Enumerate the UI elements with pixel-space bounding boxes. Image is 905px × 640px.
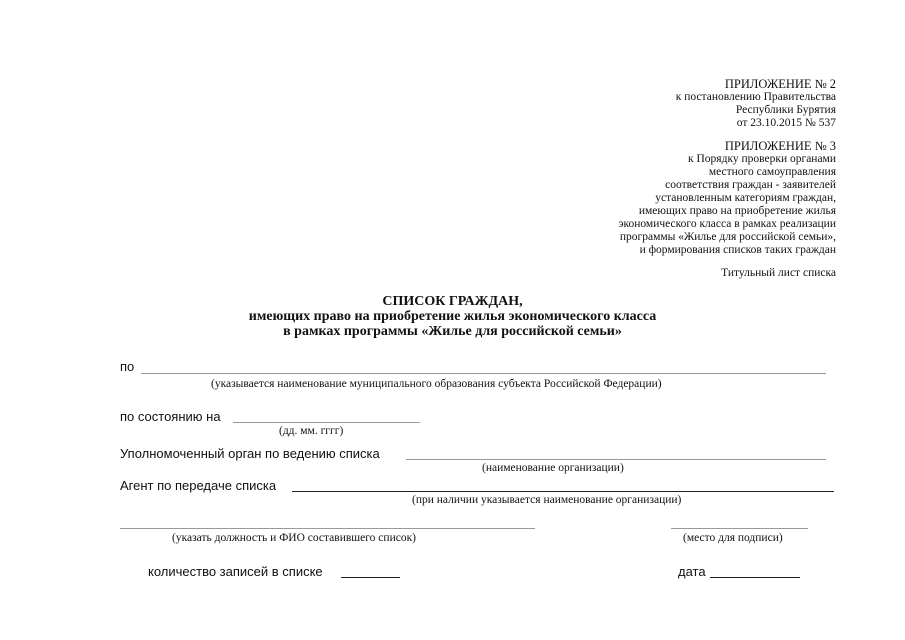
appendix-3-block [619,139,836,257]
po-field-line[interactable] [141,373,826,374]
signature-caption: (место для подписи) [683,532,783,544]
appendix-2-line: Республики Бурятия [735,104,836,116]
appendix-3-line: и формирования списков таких граждан [639,244,836,256]
appendix-3-line: к Порядку проверки органами [688,153,836,165]
agent-label: Агент по передаче списка [120,478,277,493]
footer-date-field-line[interactable] [710,577,800,578]
po-caption: (указывается наименование муниципального образования субъекта Российской Федерации) [211,378,662,390]
agent-caption: (при наличии указывается наименование организации) [412,494,682,506]
date-as-of-caption: (дд. мм. гггг) [279,425,344,437]
title-line-1: СПИСОК ГРАЖДАН, [382,294,523,309]
appendix-3-line: соответствия граждан - заявителей [665,179,836,191]
appendix-3-line: программы «Жилье для российской семьи», [619,231,836,243]
authority-label: Уполномоченный орган по ведению списка [120,446,380,461]
date-as-of-label: по состоянию на [120,409,221,424]
record-count-label: количество записей в списке [148,564,323,579]
po-label: по [120,359,135,374]
appendix-3-line: установленным категориям граждан, [655,192,836,204]
appendix-2-line: к постановлению Правительства [675,91,836,103]
appendix-2-line: от 23.10.2015 № 537 [736,117,836,129]
compiler-field-line[interactable] [120,528,535,529]
title-line-2: имеющих право на приобретение жилья экономического класса [248,309,657,324]
signature-field-line[interactable] [671,528,808,529]
title-line-3: в рамках программы «Жилье для российской семьи» [283,324,622,339]
appendix-2-block [676,77,836,130]
date-as-of-field-line[interactable] [233,422,420,423]
record-count-field-line[interactable] [341,577,400,578]
compiler-caption: (указать должность и ФИО составившего список) [172,532,416,544]
appendix-3-line: местного самоуправления [708,166,836,178]
appendix-3-heading: ПРИЛОЖЕНИЕ № 3 [724,139,836,153]
agent-field-line[interactable] [292,491,834,492]
authority-caption: (наименование организации) [482,462,624,474]
document-title [0,294,905,339]
footer-date-label: дата [678,564,706,579]
appendix-3-line: имеющих право на приобретение жилья [638,205,836,217]
authority-field-line[interactable] [406,459,826,460]
sheet-label: Титульный лист списка [721,267,836,279]
appendix-3-line: экономического класса в рамках реализации [618,218,836,230]
appendix-2-heading: ПРИЛОЖЕНИЕ № 2 [724,77,836,91]
